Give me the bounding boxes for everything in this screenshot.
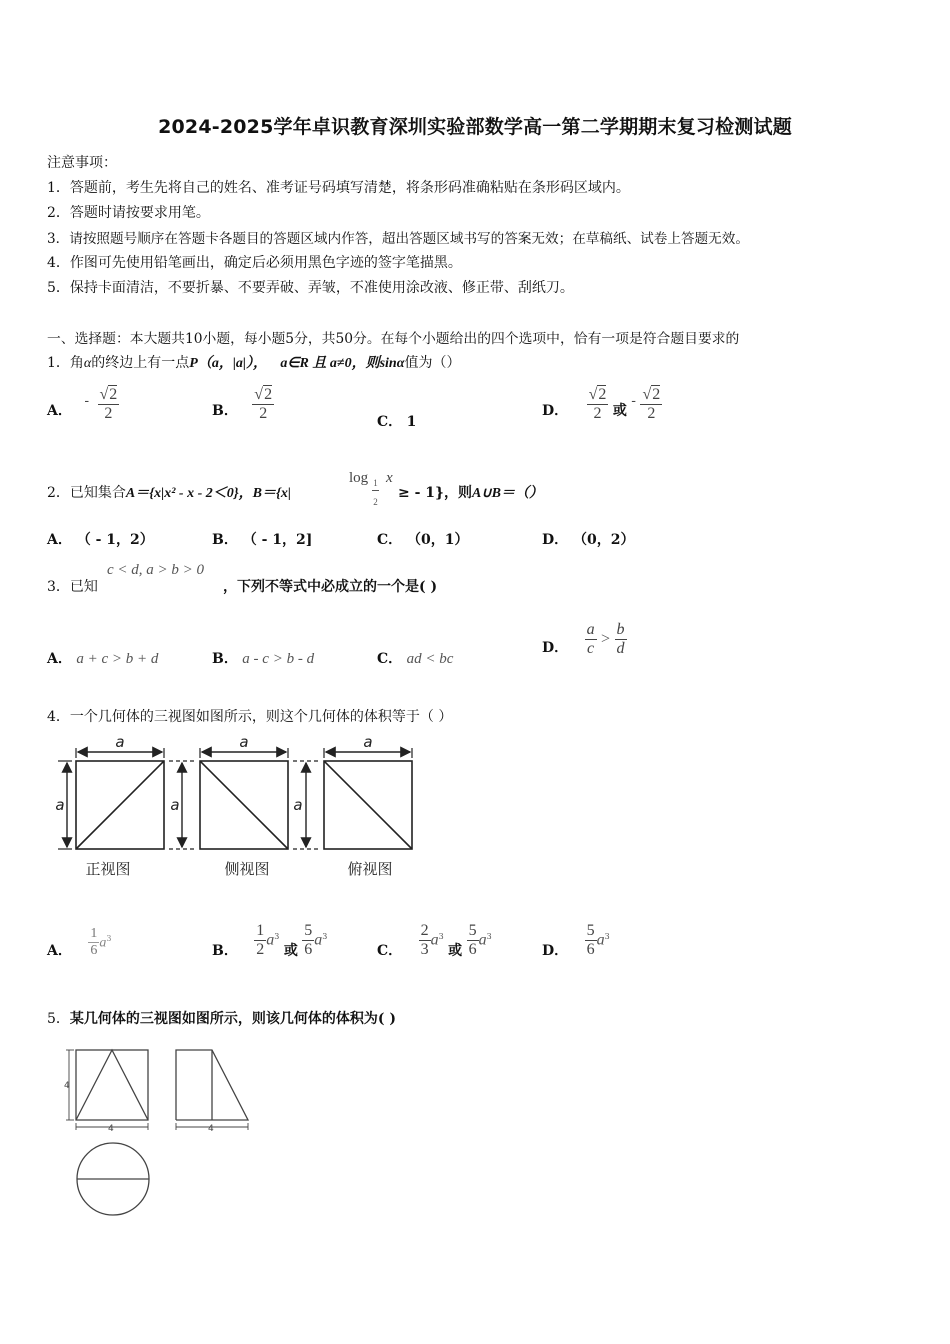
top-view-diagonal [324, 761, 412, 849]
exponent: 3 [486, 931, 492, 941]
q1-alpha: α [83, 356, 92, 371]
q3-option-c[interactable] [377, 648, 453, 668]
fraction [254, 922, 266, 959]
q1-text: 值为（） [404, 355, 461, 371]
q4-three-view-figure [48, 730, 428, 885]
fraction: $\frac{√2}{2}$ [588, 386, 607, 422]
denominator: 2 [98, 404, 120, 423]
option-label: C． [377, 942, 403, 959]
minus-sign: - [84, 392, 90, 409]
section-heading: 一、选择题：本大题共10小题，每小题5分，共50分。在每个小题给出的四个选项中，恰有一项是符合题目要求的 [47, 331, 740, 347]
fraction [88, 926, 99, 959]
note-item: 5．保持卡面清洁，不要折暴、不要弄破、弄皱，不准使用涂改液、修正带、刮纸刀。 [47, 280, 574, 296]
option-value: a - c > b - d [242, 651, 315, 667]
q2-option-c[interactable] [377, 529, 469, 549]
question-number: 3． [47, 579, 70, 595]
exponent: 3 [604, 931, 610, 941]
denominator: 2 [587, 404, 609, 423]
q1-sin: sinα [379, 356, 405, 371]
question-number: 2． [47, 485, 70, 501]
q5-three-view-figure [62, 1042, 262, 1222]
fraction [419, 922, 431, 959]
q3-text: 已知 [69, 579, 98, 595]
denominator: 6 [468, 941, 477, 958]
denominator: 2 [252, 404, 274, 423]
fraction [585, 621, 597, 658]
option-value: （0，1） [407, 532, 469, 548]
exponent: 3 [274, 931, 280, 941]
option-label: B． [212, 942, 238, 959]
denominator: d [616, 640, 625, 657]
q2-set-b: B＝{x| [252, 486, 291, 501]
numerator: 5 [468, 922, 477, 939]
option-value: （0，2） [573, 532, 635, 548]
fraction: $\frac{√2}{2}$ [99, 386, 118, 422]
exponent: 3 [322, 931, 328, 941]
q3-option-a[interactable] [47, 648, 158, 668]
dim-label: a [239, 733, 249, 751]
option-label: A． [47, 402, 72, 419]
denominator: c [585, 639, 597, 658]
q2-text-tail [398, 482, 543, 502]
option-label: B． [212, 651, 238, 667]
fraction [302, 922, 314, 959]
fraction: $\frac{√2}{2}$ [642, 386, 661, 422]
front-view-square [76, 1050, 148, 1120]
numerator: 1 [256, 922, 265, 939]
q4-option-a[interactable] [47, 926, 111, 959]
or-word: 或 [612, 402, 627, 419]
dim-label: a [55, 796, 65, 814]
exponent: 3 [438, 931, 444, 941]
var-a: a [430, 931, 439, 949]
option-label: D． [542, 639, 569, 656]
log-base-den: 2 [372, 490, 379, 507]
q2-option-d[interactable] [542, 529, 635, 549]
q1-condition: a∈R 且 a≠0，则 [280, 356, 380, 371]
front-view-triangle [76, 1050, 148, 1120]
q5-text: 某几何体的三视图如图所示，则该几何体的体积为( ) [69, 1011, 397, 1027]
q2-set-b-tail: ≥ - 1}，则 [398, 485, 473, 501]
view-label: 侧视图 [224, 860, 270, 878]
height-label: 4 [64, 1081, 70, 1091]
q3-condition: c < d, a > b > 0 [107, 562, 205, 578]
var-a: a [478, 931, 487, 949]
note-item: 4．作图可先使用铅笔画出，确定后必须用黑色字迹的签字笔描黑。 [47, 255, 462, 271]
q1-text: 的终边上有一点 [91, 355, 190, 371]
option-label: C． [377, 651, 403, 667]
log-base-num: 1 [373, 478, 378, 488]
option-label: C． [377, 532, 403, 548]
q2-set-a: A＝{x|x² - x - 2＜0}， [125, 486, 253, 501]
option-label: A． [47, 532, 72, 548]
dim-label: a [170, 796, 180, 814]
denominator: 6 [304, 941, 313, 958]
width-label: 4 [208, 1124, 214, 1134]
question-5 [47, 1008, 396, 1028]
width-label: 4 [108, 1124, 114, 1134]
q2-option-a[interactable] [47, 529, 154, 549]
fraction [615, 621, 627, 658]
question-4 [47, 706, 452, 726]
numerator: 2 [109, 386, 118, 403]
question-3 [47, 576, 98, 596]
option-value: （ - 1，2] [242, 532, 313, 548]
minus-sign: - [631, 392, 637, 409]
dim-label: a [115, 733, 125, 751]
q2-log [349, 470, 368, 487]
view-label: 正视图 [85, 860, 131, 878]
q2-option-b[interactable] [212, 529, 312, 549]
front-view-diagonal [76, 761, 164, 849]
exponent: 3 [106, 933, 112, 943]
denominator: 3 [420, 941, 429, 958]
notes-heading: 注意事项： [47, 155, 117, 171]
q1-option-a[interactable] [47, 386, 119, 423]
q2-union: A∪B＝（） [472, 486, 543, 501]
denominator: 2 [256, 941, 265, 958]
note-item: 2．答题时请按要求用笔。 [47, 205, 210, 221]
question-number: 4． [47, 709, 70, 725]
numerator: 2 [652, 386, 661, 403]
dim-label: a [363, 733, 373, 751]
page-title: 2024-2025学年卓识教育深圳实验部数学高一第二学期期末复习检测试题 [158, 116, 792, 138]
q1-option-d[interactable] [542, 386, 662, 423]
fraction: $\frac{√2}{2}$ [254, 386, 273, 422]
q4-option-d[interactable] [542, 922, 610, 959]
question-number: 5． [47, 1011, 70, 1027]
var-a: a [596, 931, 605, 949]
option-value: （ - 1，2） [76, 532, 154, 548]
denominator: 6 [90, 943, 98, 958]
log-arg: x [386, 470, 393, 486]
denominator: 6 [586, 941, 595, 958]
numerator: 2 [264, 386, 273, 403]
option-label: B． [212, 402, 238, 419]
q1-option-c[interactable] [377, 411, 416, 431]
option-label: B． [212, 532, 238, 548]
fraction [585, 922, 597, 959]
dim-label: a [293, 796, 303, 814]
option-label: D． [542, 532, 569, 548]
var-a: a [314, 931, 323, 949]
option-label: A． [47, 651, 72, 667]
numerator: 5 [304, 922, 313, 939]
option-label: A． [47, 942, 72, 959]
q4-option-c[interactable] [377, 922, 492, 959]
q4-text: 一个几何体的三视图如图所示，则这个几何体的体积等于（ ） [69, 709, 453, 725]
question-2 [47, 482, 291, 502]
q2-log-base [372, 478, 379, 507]
q4-option-b[interactable] [212, 922, 327, 959]
var-a: a [99, 935, 107, 951]
denominator: 2 [640, 404, 662, 423]
option-label: D． [542, 402, 569, 419]
var-a: a [266, 931, 275, 949]
view-label: 俯视图 [347, 860, 393, 878]
or-word: 或 [448, 942, 463, 959]
q3-option-b[interactable] [212, 648, 314, 668]
gt-sign: > [601, 630, 611, 648]
q1-point: P（a，|a|）， [189, 356, 267, 371]
question-1 [47, 352, 460, 372]
option-label: D． [542, 942, 569, 959]
or-word: 或 [283, 942, 298, 959]
log-word: log [349, 470, 369, 486]
side-view-diagonal [200, 761, 288, 849]
q1-option-b[interactable] [212, 386, 274, 423]
q3-text: ，下列不等式中必成立的一个是( ) [223, 579, 438, 595]
q2-text: 已知集合 [69, 485, 126, 501]
note-item: 1．答题前，考生先将自己的姓名、准考证号码填写清楚，将条形码准确粘贴在条形码区域内。 [47, 180, 630, 196]
question-number: 1． [47, 355, 70, 371]
option-value: ad < bc [406, 651, 454, 667]
fraction [467, 922, 479, 959]
note-item: 3．请按照题号顺序在答题卡各题目的答题区域内作答，超出答题区域书写的答案无效；在草稿纸、试卷上答题无效。 [47, 231, 749, 247]
q1-text: 角 [69, 355, 84, 371]
numerator: b [616, 621, 625, 638]
q3-option-d[interactable] [542, 621, 627, 658]
numerator: 2 [598, 386, 607, 403]
numerator: 2 [420, 922, 429, 939]
numerator: 1 [90, 926, 98, 941]
option-label: C． [377, 414, 403, 430]
numerator: 5 [586, 922, 595, 939]
option-value: 1 [406, 414, 417, 430]
option-value: a + c > b + d [76, 651, 159, 667]
numerator: a [586, 621, 595, 638]
